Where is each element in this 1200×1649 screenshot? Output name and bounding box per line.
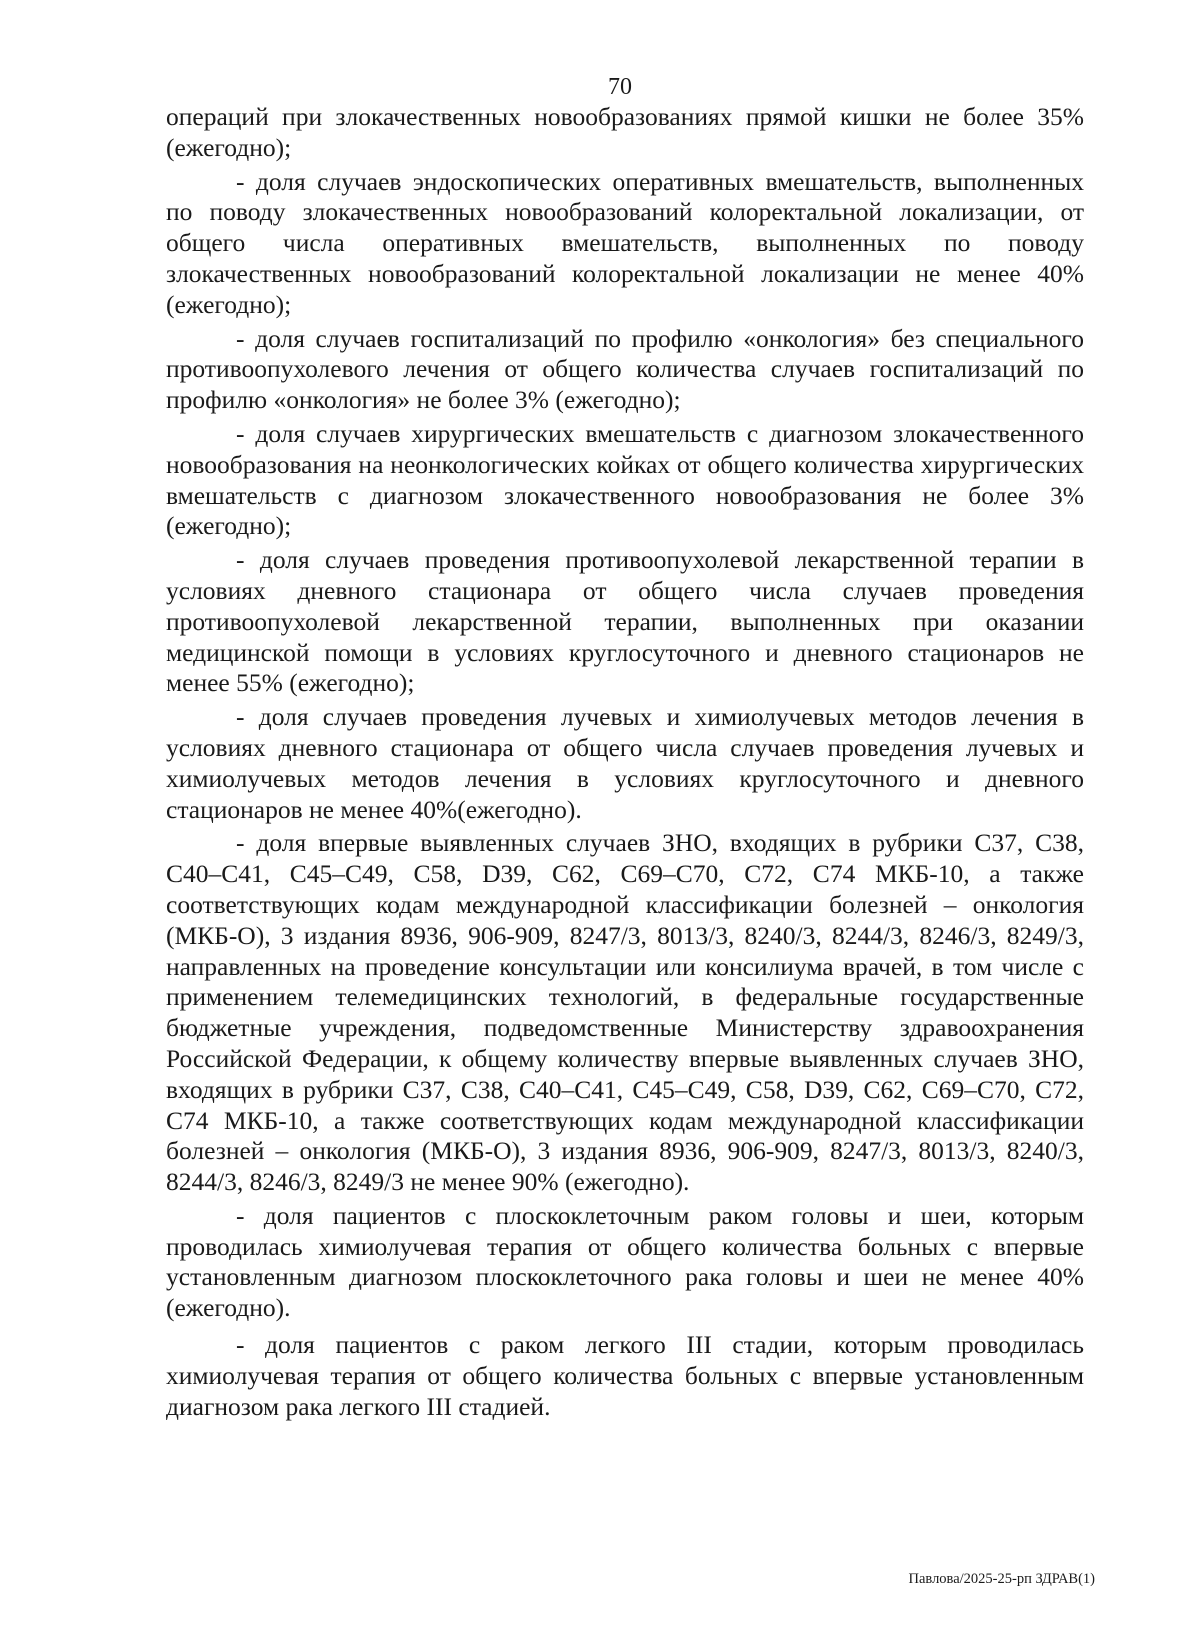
page-number: 70 — [608, 74, 632, 100]
document-body — [166, 102, 1084, 1425]
list-item-lung-cancer-chemoradiation: - доля пациентов с раком легкого III стадии, которым проводилась химиолучевая терапия от общего количества больных с впервые установленным диагнозом рака легкого III стадией. — [166, 1330, 1084, 1421]
list-item-surgery-non-oncology-beds: - доля случаев хирургических вмешательств с диагнозом злокачественного новообразования на неонкологических койках от общего количества хирургических вмешательств с диагнозом злокачественного новообразования не более 3% (ежегодно); — [166, 418, 1084, 541]
list-item-hospitalizations-without-treatment: - доля случаев госпитализаций по профилю «онкология» без специального противоопухолевого лечения от общего количества случаев госпитализаций по профилю «онкология» не более 3% (ежегодно); — [166, 323, 1084, 415]
paragraph-continuation: операций при злокачественных новообразованиях прямой кишки не более 35% (ежегодно); — [166, 102, 1084, 162]
document-footer-code: Павлова/2025-25-рп ЗДРАВ(1) — [908, 1571, 1095, 1587]
list-item-head-neck-chemoradiation: - доля пациентов с плоскоклеточным раком головы и шеи, которым проводилась химиолучевая терапия от общего количества больных с впервые установленным диагнозом плоскоклеточного рака головы и шеи не менее 40% (ежегодно). — [166, 1200, 1084, 1323]
list-item-endoscopic-interventions: - доля случаев эндоскопических оперативных вмешательств, выполненных по поводу злокачественных новообразований колоректальной локализации, от общего числа оперативных вмешательств, выполненных по поводу злокачественных новообразований колоректальной локализации не менее 40% (ежегодно); — [166, 166, 1084, 319]
list-item-drug-therapy-day-hospital: - доля случаев проведения противоопухолевой лекарственной терапии в условиях дневного стационара от общего числа случаев проведения противоопухолевой лекарственной терапии, выполненных при оказании медицинской помощи в условиях круглосуточного и дневного стационаров не менее 55% (ежегодно); — [166, 545, 1084, 698]
list-item-radiation-therapy-day-hospital: - доля случаев проведения лучевых и химиолучевых методов лечения в условиях дневного стационара от общего числа случаев проведения лучевых и химиолучевых методов лечения в условиях круглосуточного и дневного стационаров не менее 40%(ежегодно). — [166, 702, 1084, 824]
list-item-telemedicine-consultations: - доля впервые выявленных случаев ЗНО, входящих в рубрики С37, С38, С40–С41, С45–С49, С58, D39, С62, С69–С70, С72, С74 МКБ-10, а также соответствующих кодам международной классификации болезней – онкология (МКБ-О), 3 издания 8936, 906-909, 8247/3, 8013/3, 8240/3, 8244/3, 8246/3, 8249/3, направленных на проведение консультации или консилиума врачей, в том числе с применением телемедицинских технологий, в федеральные государственные бюджетные учреждения, подведомственные Министерству здравоохранения Российской Федерации, к общему количеству впервые выявленных случаев ЗНО, входящих в рубрики С37, С38, С40–С41, С45–С49, С58, D39, С62, С69–С70, С72, С74 МКБ-10, а также соответствующих кодам международной классификации болезней – онкология (МКБ-О), 3 издания 8936, 906-909, 8247/3, 8013/3, 8240/3, 8244/3, 8246/3, 8249/3 не менее 90% (ежегодно). — [166, 828, 1084, 1197]
